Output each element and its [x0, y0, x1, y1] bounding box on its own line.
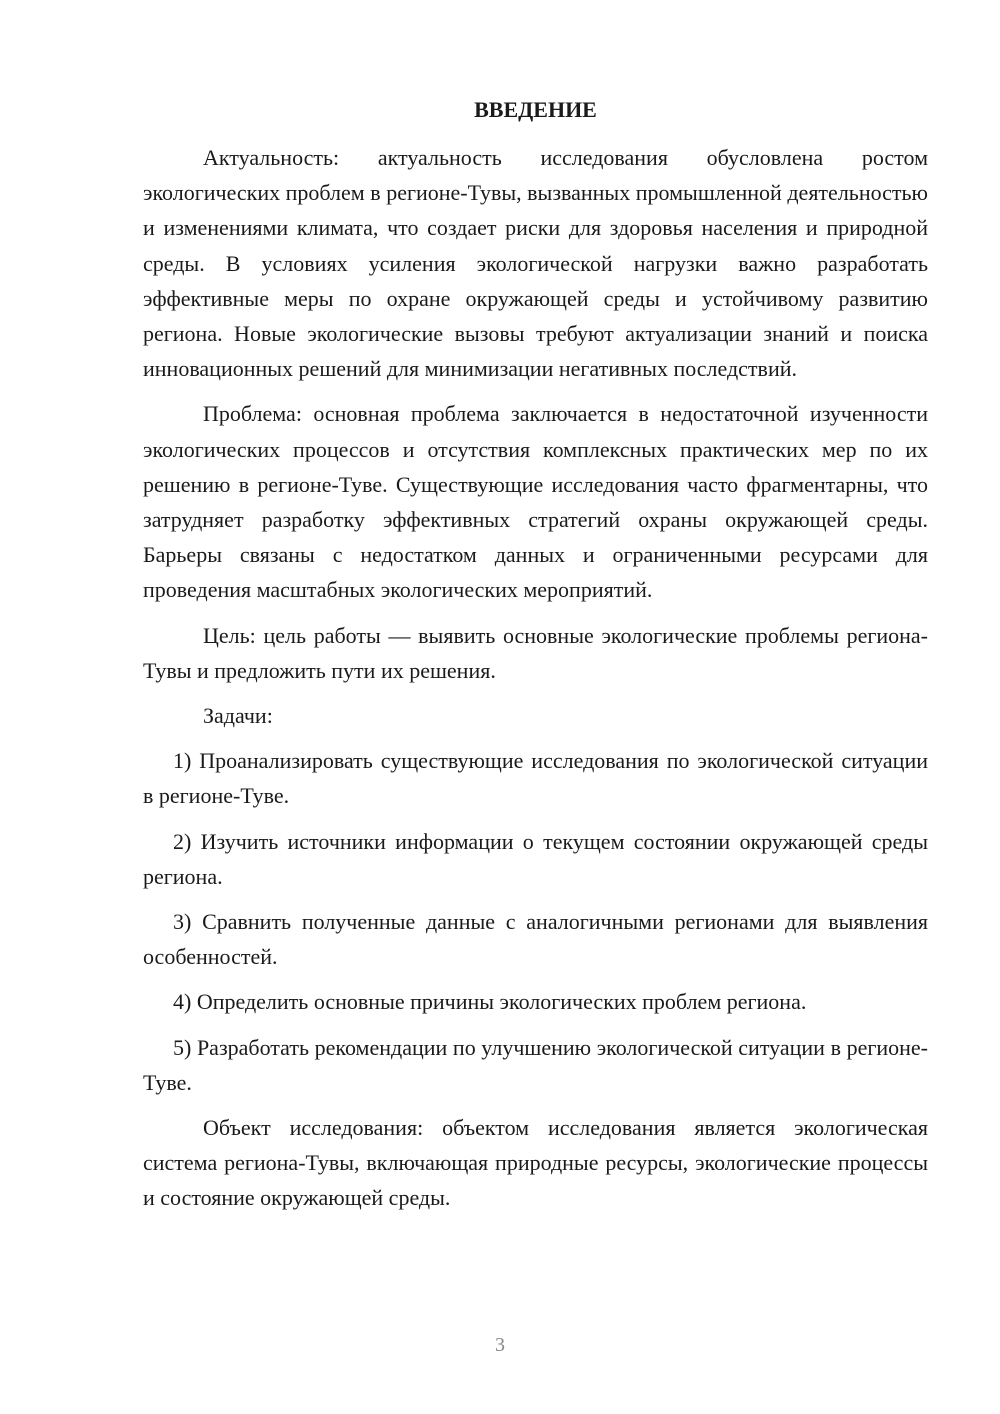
paragraph-object: Объект исследования: объектом исследования является экологическая система региона-Тувы, включающая природные ресурсы, экологические процессы и состояние окружающей среды. [143, 1115, 928, 1211]
paragraph-problem: Проблема: основная проблема заключается в недостаточной изученности экологических процессов и отсутствия комплексных практических мер по их решению в регионе-Туве. Существующие исследования часто фрагментарны, что затрудняет разработку эффективных стратегий охраны окружающей среды. Барьеры связаны с недостатком данных и ограниченными ресурсами для проведения масштабных экологических мероприятий. [143, 401, 928, 603]
paragraph-relevance: Актуальность: актуальность исследования обусловлена ростом экологических проблем в регионе-Тувы, вызванных промышленной деятельностью и изменениями климата, что создает риски для здоровья населения и природной среды. В условиях усиления экологической нагрузки важно разработать эффективные меры по охране окружающей среды и устойчивому развитию региона. Новые экологические вызовы требуют актуализации знаний и поиска инновационных решений для минимизации негативных последствий. [143, 145, 928, 382]
page-number: 3 [495, 1334, 505, 1356]
document-page [143, 94, 928, 1226]
paragraph-goal: Цель: цель работы — выявить основные экологические проблемы региона-Тувы и предложить пути их решения. [143, 622, 928, 683]
task-item: 3) Сравнить полученные данные с аналогичными регионами для выявления особенностей. [143, 909, 928, 970]
section-heading: ВВЕДЕНИЕ [474, 97, 597, 122]
task-item: 5) Разработать рекомендации по улучшению экологической ситуации в регионе-Туве. [143, 1034, 928, 1095]
tasks-label: Задачи: [203, 703, 273, 729]
task-item: 4) Определить основные причины экологических проблем региона. [173, 989, 807, 1015]
task-item: 1) Проанализировать существующие исследования по экологической ситуации в регионе-Туве. [143, 748, 928, 809]
task-item: 2) Изучить источники информации о текущем состоянии окружающей среды региона. [143, 828, 928, 889]
tasks-list [143, 743, 928, 1100]
